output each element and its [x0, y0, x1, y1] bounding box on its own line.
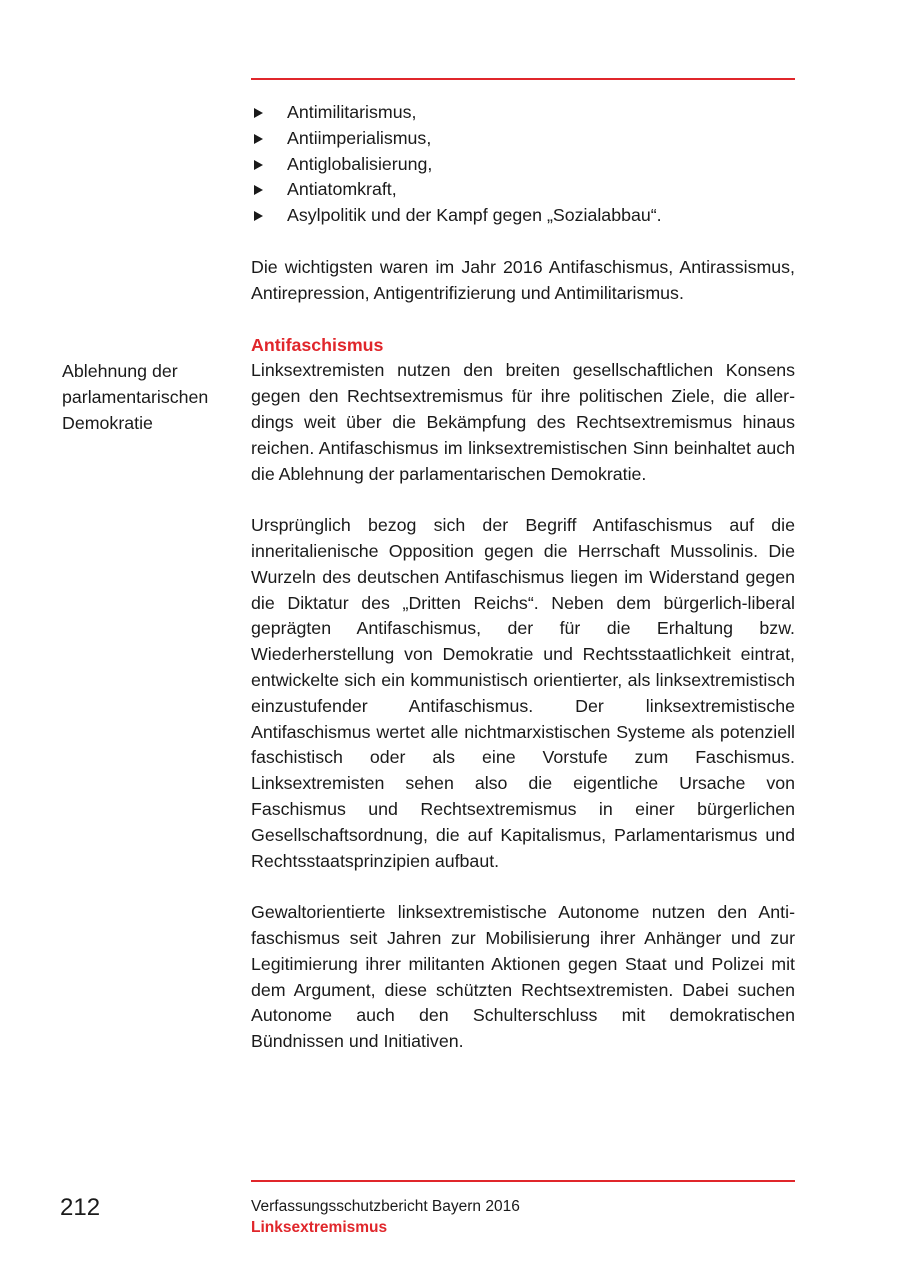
- body-paragraph: Gewaltorientierte linksextremistische Autonome nutzen den Antifaschismus seit Jahren zur Mobilisierung ihrer Anhänger und zur Legitimierung ihrer militanten Aktionen gegen Staat und Polizei mit dem Argument, diese schützten Rechtsextremisten. Dabei suchen Autonome auch den Schulterschluss mit demokratischen Bündnissen und Initiativen.: [251, 902, 795, 1052]
- bullet-triangle-icon: [254, 134, 263, 144]
- list-item-text: Antiatomkraft,: [287, 179, 397, 200]
- bullet-triangle-icon: [254, 160, 263, 170]
- list-item-text: Antimilitarismus,: [287, 102, 417, 122]
- margin-note-line: Ablehnung der: [62, 361, 178, 381]
- bullet-triangle-icon: [254, 185, 263, 195]
- bullet-triangle-icon: [254, 211, 263, 221]
- page-number: 212: [60, 1194, 101, 1221]
- intro-paragraph: Die wichtigsten waren im Jahr 2016 Antifaschismus, Antirassismus, Antirepression, Antigentrifizierung und Antimilitarismus.: [251, 256, 795, 303]
- list-item: [251, 126, 795, 152]
- section-heading: Antifaschismus: [251, 334, 384, 355]
- list-item: [251, 177, 795, 203]
- list-item: [251, 203, 795, 229]
- margin-note-line: parlamentarischen: [62, 386, 209, 407]
- main-column: [251, 100, 795, 1055]
- list-item-text: Asylpolitik und der Kampf gegen „Sozialabbau“.: [287, 205, 662, 226]
- body-paragraph: Linksextremisten nutzen den breiten gesellschaftlichen Konsens gegen den Rechtsextremismus für ihre politischen Ziele, die allerdings weit über die Bekämpfung des Rechtsextremismus hinaus reichen. Antifaschismus im linksextremistischen Sinn beinhaltet auch die Ablehnung der parlamentarischen Demokratie.: [251, 360, 795, 484]
- footer-section: Linksextremismus: [251, 1219, 388, 1236]
- bullet-triangle-icon: [254, 108, 263, 118]
- margin-note: [62, 359, 237, 436]
- top-rule: [251, 78, 795, 80]
- footer-publication: Verfassungsschutzbericht Bayern 2016: [251, 1198, 520, 1215]
- bottom-rule: [251, 1180, 795, 1182]
- body-paragraph: Ursprünglich bezog sich der Begriff Antifaschismus auf die inneritalienische Opposition gegen die Herrschaft Mussolinis. Die Wurzeln des deutschen Antifaschismus liegen im Widerstand gegen die Diktatur des „Dritten Reichs“. Neben dem bürgerlich-liberal geprägten Antifaschismus, der für die Erhaltung bzw. Wiederherstellung von Demokratie und Rechtsstaatlichkeit eintrat, entwickelte sich ein kommunistisch orientierter, als linksextremistisch einzustufender Antifaschismus. Der linksextremistische Antifaschismus wertet alle nichtmarxistischen Systeme als potenziell faschistisch oder als eine Vorstufe zum Faschismus. Linksextremisten sehen also die eigentliche Ursache von Faschismus und Rechtsextremismus in einer bürgerlichen Gesellschaftsordnung, die auf Kapitalismus, Parlamentarismus und Rechtsstaatsprinzipien aufbaut.: [251, 515, 795, 871]
- list-item: [251, 152, 795, 178]
- margin-note-line: Demokratie: [62, 412, 153, 433]
- bullet-list: [251, 100, 795, 229]
- list-item-text: Antiimperialismus,: [287, 127, 432, 148]
- list-item-text: Antiglobalisierung,: [287, 153, 433, 174]
- footer: [251, 1196, 520, 1238]
- list-item: [251, 100, 795, 126]
